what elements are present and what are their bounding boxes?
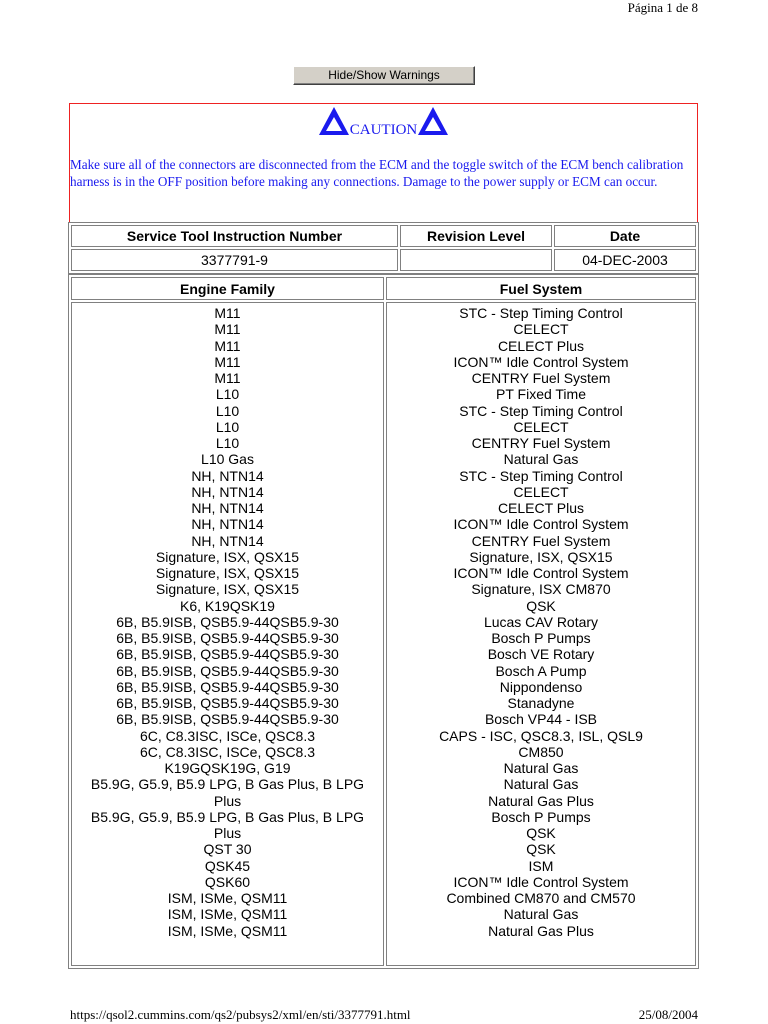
engine-family-entry: QSK45 bbox=[204, 857, 251, 874]
engine-family-entry: L10 bbox=[215, 402, 240, 419]
engine-family-entry: L10 bbox=[215, 386, 240, 403]
fuel-system-entry: Natural Gas Plus bbox=[488, 792, 594, 809]
engine-family-entry: M11 bbox=[214, 321, 241, 338]
fuel-system-entry: ICON™ Idle Control System bbox=[453, 565, 629, 581]
engine-family-entry: NH, NTN14 bbox=[191, 483, 264, 500]
fuel-system-entry: Stanadyne bbox=[507, 695, 575, 711]
fuel-system-entry: Natural Gas bbox=[503, 776, 579, 793]
fuel-system-column bbox=[386, 302, 696, 966]
fuel-system-entry: Natural Gas Plus bbox=[488, 922, 594, 939]
engine-family-entry: M11 bbox=[214, 370, 241, 386]
engine-family-entry: 6B, B5.9ISB, QSB5.9-44QSB5.9-30 bbox=[116, 711, 339, 728]
fuel-system-entry: Natural Gas bbox=[503, 760, 579, 776]
hide-show-warnings-button[interactable]: Hide/Show Warnings bbox=[293, 66, 475, 85]
revision-level-value bbox=[400, 249, 552, 271]
engine-family-entry: B5.9G, G5.9, B5.9 LPG, B Gas Plus, B LPG bbox=[90, 776, 365, 793]
engine-family-entry: NH, NTN14 bbox=[191, 467, 264, 484]
fuel-system-entry: Lucas CAV Rotary bbox=[483, 613, 599, 630]
fuel-system-entry: CELECT bbox=[513, 418, 569, 435]
fuel-system-entry: Bosch VE Rotary bbox=[487, 646, 595, 663]
engine-family-entry: 6B, B5.9ISB, QSB5.9-44QSB5.9-30 bbox=[116, 613, 339, 630]
engine-family-entry: Signature, ISX, QSX15 bbox=[155, 565, 300, 581]
engine-family-entry: K6, K19QSK19 bbox=[180, 597, 275, 614]
fuel-system-entry: CENTRY Fuel System bbox=[471, 532, 611, 549]
fuel-system-entry: Signature, ISX CM870 bbox=[471, 581, 611, 598]
caution-box bbox=[69, 103, 698, 223]
fuel-system-entry: Bosch A Pump bbox=[495, 662, 587, 679]
engine-family-entry: Signature, ISX, QSX15 bbox=[155, 548, 300, 565]
engine-family-entry: NH, NTN14 bbox=[191, 500, 264, 516]
fuel-system-entry: CELECT Plus bbox=[497, 337, 585, 354]
fuel-system-entry: ICON™ Idle Control System bbox=[453, 873, 629, 890]
fuel-system-entry: Bosch VP44 - ISB bbox=[484, 711, 598, 728]
fuel-system-entry: CENTRY Fuel System bbox=[471, 370, 611, 386]
engine-family-entry: QSK60 bbox=[204, 873, 251, 890]
fuel-system-entry: QSK bbox=[526, 597, 556, 614]
engine-family-entry: L10 bbox=[215, 418, 240, 435]
header-fuel-system: Fuel System bbox=[386, 277, 696, 300]
header-engine-family: Engine Family bbox=[71, 277, 384, 300]
fuel-system-entry: CELECT Plus bbox=[497, 500, 585, 516]
engine-family-entry: ISM, ISMe, QSM11 bbox=[167, 890, 288, 906]
caution-word: CAUTION bbox=[349, 122, 418, 138]
fuel-system-entry: Bosch P Pumps bbox=[491, 630, 591, 646]
warning-triangle-icon bbox=[318, 106, 350, 141]
header-date: Date bbox=[554, 225, 696, 247]
header-service-tool-number: Service Tool Instruction Number bbox=[71, 225, 398, 247]
header-revision-level: Revision Level bbox=[400, 225, 552, 247]
engine-family-entry: Plus bbox=[213, 792, 242, 809]
fuel-system-entry: ICON™ Idle Control System bbox=[453, 353, 629, 370]
engine-family-entry: M11 bbox=[214, 353, 241, 370]
fuel-system-entry: ISM bbox=[528, 857, 554, 874]
engine-family-entry: Signature, ISX, QSX15 bbox=[155, 581, 300, 598]
warning-triangle-icon bbox=[417, 106, 449, 141]
footer-url: https://qsol2.cummins.com/qs2/pubsys2/xml/en/sti/3377791.html bbox=[70, 1007, 411, 1022]
engine-family-entry: L10 bbox=[215, 435, 240, 451]
fuel-system-entry: PT Fixed Time bbox=[496, 386, 586, 403]
service-tool-number-value: 3377791-9 bbox=[71, 249, 398, 271]
engine-family-entry: 6B, B5.9ISB, QSB5.9-44QSB5.9-30 bbox=[116, 662, 339, 679]
fuel-system-entry: CENTRY Fuel System bbox=[471, 435, 611, 451]
fuel-system-entry: QSK bbox=[526, 841, 556, 858]
engine-family-entry: NH, NTN14 bbox=[191, 516, 264, 533]
engine-family-entry: K19GQSK19G, G19 bbox=[164, 760, 291, 776]
engine-family-entry: M11 bbox=[214, 305, 241, 321]
fuel-system-entry: ICON™ Idle Control System bbox=[453, 516, 629, 533]
fuel-system-entry: Nippondenso bbox=[499, 678, 583, 695]
engine-family-column bbox=[71, 302, 384, 966]
engine-family-entry: L10 Gas bbox=[201, 451, 254, 468]
fuel-system-entry: CAPS - ISC, QSC8.3, ISL, QSL9 bbox=[439, 727, 643, 744]
fuel-system-entry: CELECT bbox=[513, 483, 569, 500]
fuel-system-entry: CM850 bbox=[518, 743, 564, 760]
fuel-system-entry: QSK bbox=[526, 825, 556, 841]
engine-family-entry: 6C, C8.3ISC, ISCe, QSC8.3 bbox=[139, 727, 316, 744]
date-value: 04-DEC-2003 bbox=[554, 249, 696, 271]
engine-family-entry: M11 bbox=[214, 337, 241, 354]
fuel-system-entry: Combined CM870 and CM570 bbox=[446, 890, 636, 906]
caution-title bbox=[70, 106, 697, 138]
service-tool-info-table bbox=[68, 222, 699, 274]
engine-family-entry: ISM, ISMe, QSM11 bbox=[167, 906, 288, 923]
engine-family-entry: 6B, B5.9ISB, QSB5.9-44QSB5.9-30 bbox=[116, 678, 339, 695]
fuel-system-entry: STC - Step Timing Control bbox=[459, 467, 623, 484]
fuel-system-entry: Natural Gas bbox=[503, 906, 579, 923]
engine-family-entry: 6B, B5.9ISB, QSB5.9-44QSB5.9-30 bbox=[116, 695, 339, 711]
engine-family-entry: B5.9G, G5.9, B5.9 LPG, B Gas Plus, B LPG bbox=[90, 808, 365, 825]
footer-date: 25/08/2004 bbox=[638, 1007, 698, 1022]
fuel-system-entry: Natural Gas bbox=[503, 451, 579, 468]
engine-fuel-table bbox=[68, 274, 699, 969]
engine-family-entry: ISM, ISMe, QSM11 bbox=[167, 922, 288, 939]
engine-family-entry: Plus bbox=[213, 825, 242, 841]
engine-family-entry: NH, NTN14 bbox=[191, 532, 264, 549]
fuel-system-entry: CELECT bbox=[513, 321, 569, 338]
engine-family-entry: QST 30 bbox=[203, 841, 252, 858]
engine-family-entry: 6B, B5.9ISB, QSB5.9-44QSB5.9-30 bbox=[116, 630, 339, 646]
fuel-system-entry: STC - Step Timing Control bbox=[459, 402, 623, 419]
fuel-system-entry: Bosch P Pumps bbox=[491, 808, 591, 825]
page-number: Página 1 de 8 bbox=[627, 0, 698, 15]
engine-family-entry: 6B, B5.9ISB, QSB5.9-44QSB5.9-30 bbox=[116, 646, 339, 663]
caution-text: Make sure all of the connectors are disconnected from the ECM and the toggle switch of the ECM bench calibration harness is in the OFF position before making any connections. Damage to the power supply or ECM can occur. bbox=[70, 157, 684, 189]
engine-family-entry: 6C, C8.3ISC, ISCe, QSC8.3 bbox=[139, 743, 316, 760]
fuel-system-entry: Signature, ISX, QSX15 bbox=[469, 548, 613, 565]
fuel-system-entry: STC - Step Timing Control bbox=[459, 305, 623, 321]
